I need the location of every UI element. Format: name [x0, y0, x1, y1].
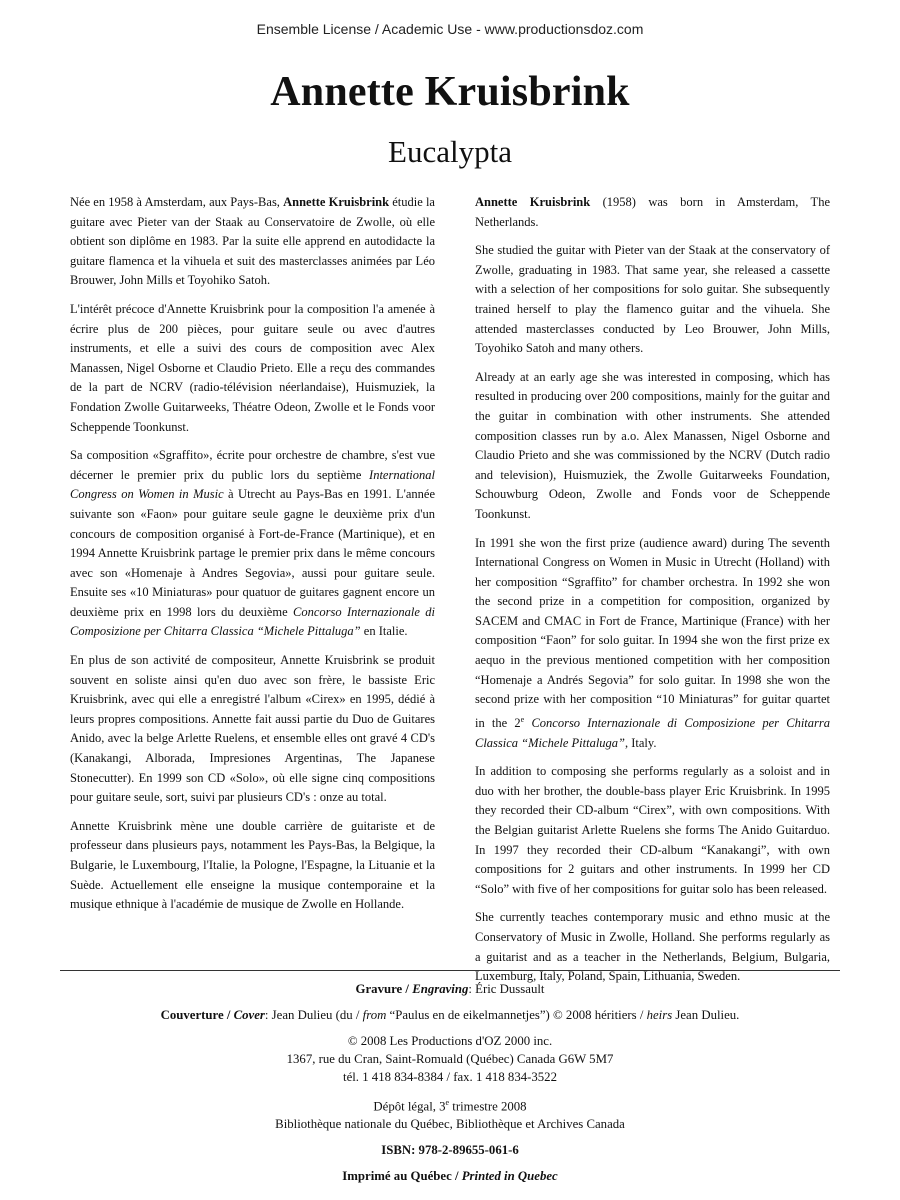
separator: / — [402, 982, 413, 996]
colophon — [60, 980, 840, 1185]
text: en Italie. — [360, 624, 408, 639]
composer-name-bold: Annette Kruisbrink — [283, 195, 390, 209]
cover-credit — [60, 1006, 840, 1024]
copyright-line: © 2008 Les Productions d'OZ 2000 inc. — [347, 1034, 553, 1048]
french-paragraph-5: Annette Kruisbrink mène une double carrière de guitariste et de professeur dans plusieurs pays, notamment les Pays-Bas, la Belgique, la Bulgarie, le Luxembourg, l'Italie, la Pologne, l'Espagne, la Lituanie et la Suède. Actuellement elle enseigne la musique contemporaine et la musique ethnique à l'académie de musique de Zwolle en Hollande. — [70, 818, 435, 912]
french-paragraph-3 — [70, 446, 435, 642]
french-paragraph-1 — [70, 193, 435, 291]
superscript: e — [445, 1098, 450, 1107]
text: (1958) was born in Amsterdam, The Netherlands. — [475, 195, 830, 229]
label: Couverture — [160, 1008, 224, 1022]
french-biography — [70, 193, 435, 924]
value: : Éric Dussault — [468, 982, 545, 996]
composer-name: Annette Kruisbrink — [270, 69, 630, 115]
english-paragraph-2: She studied the guitar with Pieter van der Staak at the conservatory of Zwolle, graduating in 1983. That same year, she released a cassette with a selection of her compositions for solo guitar. She subsequently trained herself to play the flamenco guitar and the vihuela. She attended masterclasses conducted by Leo Brouwer, John Mills, Toyohiko Satoh and many others. — [475, 243, 830, 356]
isbn — [60, 1141, 840, 1159]
value: “Paulus en de eikelmannetjes”) © 2008 héritiers / — [386, 1008, 647, 1022]
italic-text: Concorso Internazionale di Composizione per Chitarra Classica “Michele Pittaluga” — [70, 604, 435, 639]
value: Jean Dulieu. — [672, 1008, 740, 1022]
text: Sa composition «Sgraffito», écrite pour orchestre de chambre, s'est vue décerner le premier prix du public lors du septième — [70, 448, 435, 482]
text: étudie la guitare avec Pieter van der Staak au Conservatoire de Zwolle, où elle obtient son diplôme en 1983. Par la suite elle apprend en autodidacte la guitare flamenca et la vihuela et suit des masterclasses animées par Léo Brouwer, John Mills et Toyohiko Satoh. — [70, 195, 435, 288]
value: : Jean Dulieu (du / — [264, 1008, 363, 1022]
isbn-value: ISBN: 978-2-89655-061-6 — [381, 1143, 519, 1158]
printed-in — [60, 1167, 840, 1185]
label: Imprimé au Québec — [342, 1169, 452, 1184]
french-paragraph-2: L'intérêt précoce d'Annette Kruisbrink pour la composition l'a amenée à écrire plus de 200 pièces, pour guitare seule ou avec d'autres instruments, et elle a suivi des cours de composition avec Alex Manassen, Nigel Osborne et Claudio Prieto. Elle a reçu des commandes de la part de NCRV (radio-télévision néerlandaise), Huismuziek, la Fondation Zwolle Guitarweeks, Théatre Odeon, Zwolle et le Fonds voor Scheppende Toonkunst. — [70, 301, 435, 434]
label-english: Printed in Quebec — [461, 1169, 558, 1184]
text: , Italy. — [625, 735, 657, 750]
license-header: Ensemble License / Academic Use - www.productionsdoz.com — [256, 21, 644, 37]
label-english: Cover — [233, 1008, 265, 1022]
publisher-phone: tél. 1 418 834-8384 / fax. 1 418 834-3522 — [343, 1070, 557, 1084]
french-paragraph-4: En plus de son activité de compositeur, Annette Kruisbrink se produit souvent en soliste ainsi qu'en duo avec son frère, le bassiste Eric Kruisbrink, avec qui elle a enregistré l'album «Cirex» en 1995, dédié à leurs propres compositions. Annette fait aussi partie du Duo de Guitares Anido, avec la belge Arlette Ruelens, et ensemble elles ont gravé 4 CD's (Kanakangi, Alborada, Impresiones Argentinas, The Japanese Stonecutter). En 1999 son CD «Solo», où elle signe cinq compositions pour guitare seule, sort, suivi par plusieurs CD's : onze au total. — [70, 653, 435, 805]
english-paragraph-3: Already at an early age she was interested in composing, which has resulted in producing over 200 compositions, mainly for the guitar and the guitar in combination with other instruments. She attended composition classes run by a.o. Alex Manassen, Nigel Osborne and Claudio Prieto and she was commissioned by the NCRV (Dutch radio and television), Huismuziek, the Zwolle Guitarweeks Foundation, Schouwburg Odeon, Zwolle and Fonds voor de Scheppende Toonkunst. — [475, 369, 830, 521]
text: Née en 1958 à Amsterdam, aux Pays-Bas, — [70, 195, 284, 209]
legal-deposit — [60, 1094, 840, 1115]
superscript: e — [520, 714, 525, 724]
italic-text: heirs — [646, 1008, 673, 1022]
label-english: Engraving — [412, 982, 469, 996]
label: Gravure — [355, 982, 403, 996]
english-paragraph-5: In addition to composing she performs regularly as a soloist and in duo with her brother, the double-bass player Eric Kruisbrink. In 1995 they recorded their CD-album “Cirex”, with own compositions. With the Belgian guitarist Arlette Ruelens she forms The Anido Guitarduo. In 1997 they recorded their CD-album “Kanakangi”, with own compositions for 2 guitars and other instruments. In 1999 her CD “Solo” with five of her compositions for guitar solo has been released. — [475, 764, 830, 896]
text: Dépôt légal, 3 — [373, 1099, 446, 1114]
italic-text: International Congress on Women in Music — [70, 467, 435, 502]
english-paragraph-6: She currently teaches contemporary music and ethno music at the Conservatory of Music in Zwolle, Holland. She performs regularly as a guitarist and as a teacher in the Netherlands, Belgium, Bulgaria, Luxemburg, Italy, Poland, Spain, Lithuania, Sweden. — [475, 910, 830, 984]
divider-rule — [60, 970, 840, 971]
work-title: Eucalypta — [388, 134, 512, 169]
english-biography — [475, 193, 830, 996]
text: trimestre 2008 — [449, 1099, 527, 1114]
publisher-address: 1367, rue du Cran, Saint-Romuald (Québec) Canada G6W 5M7 — [286, 1052, 614, 1066]
italic-text: Concorso Internazionale di Composizione per Chitarra Classica “Michele Pittaluga” — [475, 716, 830, 750]
separator: / — [451, 1169, 462, 1184]
composer-name-bold: Annette Kruisbrink — [475, 195, 591, 209]
italic-text: from — [362, 1008, 387, 1022]
text: à Utrecht au Pays-Bas en 1991. L'année suivante son «Faon» pour guitare seule gagne le deuxième prix d'un concours de composition organisé à Fort-de-France (Martinique), et en 1994 Annette Kruisbrink partage le premier prix dans le même concours avec son «Homenaje à Andres Segovia», aussi pour guitare seule. Ensuite ses «10 Miniaturas» pour quatuor de guitares gagnent encore un deuxième prix en 1998 lors du deuxième — [70, 487, 435, 619]
library-line: Bibliothèque nationale du Québec, Bibliothèque et Archives Canada — [275, 1117, 625, 1132]
engraving-credit — [60, 980, 840, 998]
english-paragraph-1 — [475, 193, 830, 232]
text: In 1991 she won the first prize (audience award) during The seventh International Congress on Women in Music in Utrecht (Holland) with her composition “Sgraffito” for chamber orchestra. In 1992 she won the second prize in a competition for composition, organized by SACEM and CMAC in Fort de France, Martinique (France) with her composition “Faon” for solo guitar. In 1994 she won the first prize ex aequo in the previous mentioned competition with her composition “Homenaje a Andrés Segovia” for solo guitar. In 1998 she won the second prize with her composition “10 Miniaturas” for guitar quartet in the 2 — [475, 535, 830, 730]
separator: / — [223, 1008, 234, 1022]
english-paragraph-4 — [475, 534, 830, 754]
